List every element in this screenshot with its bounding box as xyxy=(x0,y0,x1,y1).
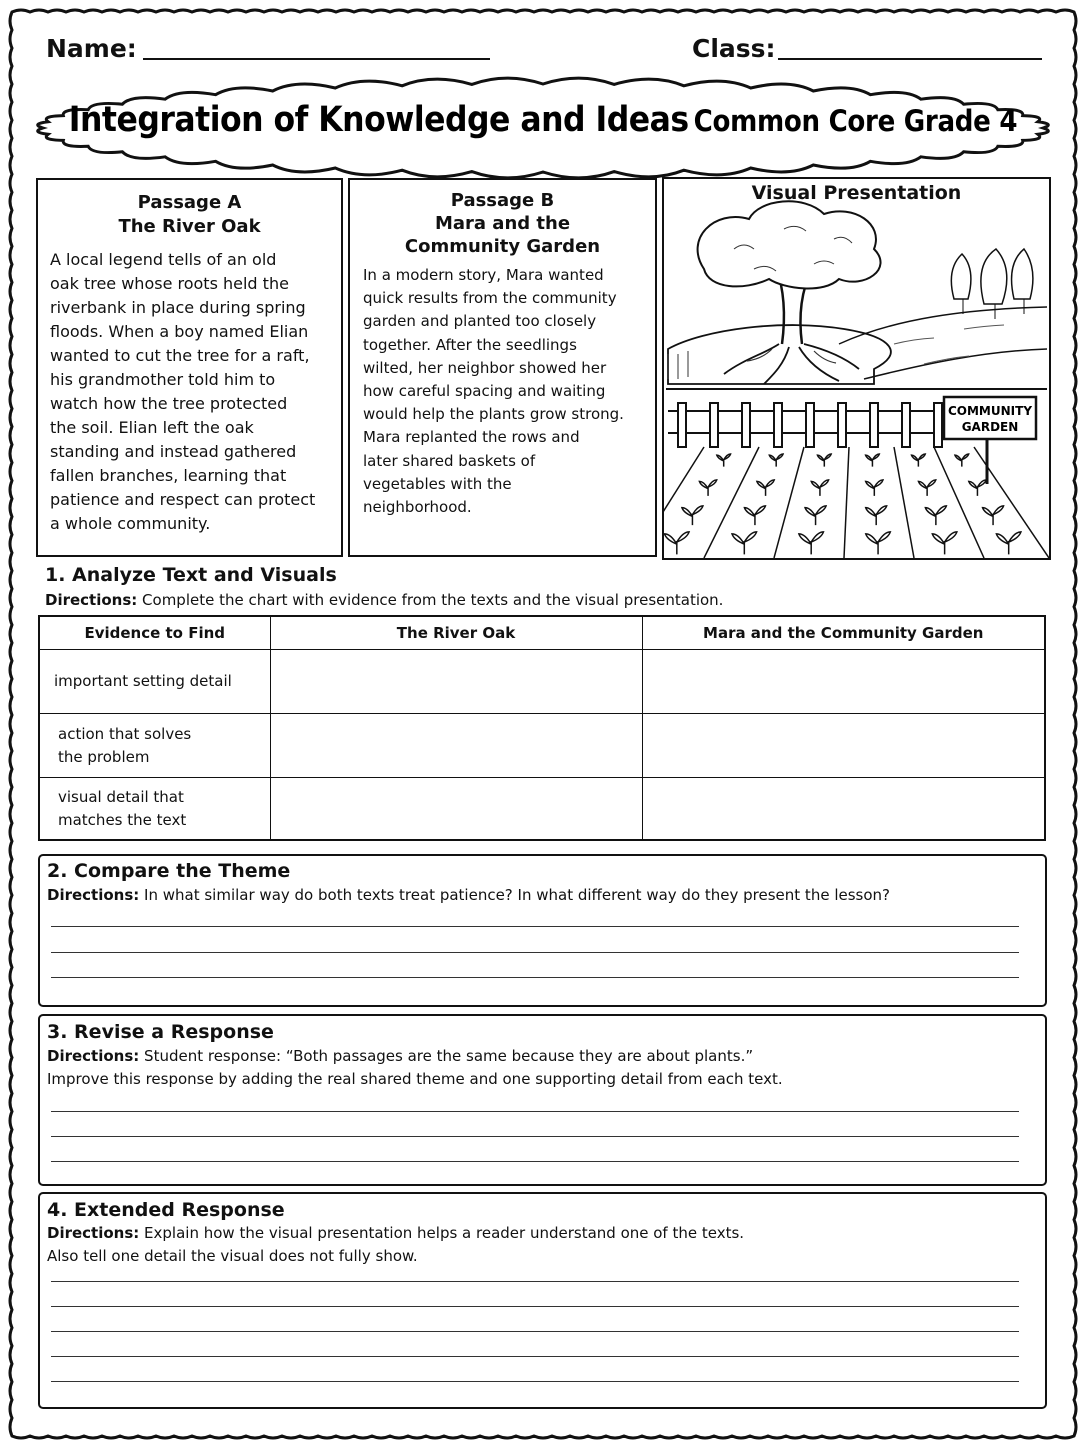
table-row xyxy=(39,778,1045,841)
answer-cell-garden[interactable] xyxy=(642,714,1045,778)
directions-label: Directions: xyxy=(45,591,138,609)
passage-b-text xyxy=(363,264,655,519)
title-sub: Common Core Grade 4 xyxy=(693,104,1018,138)
passage-line: In a modern story, Mara wanted xyxy=(363,266,604,284)
plant-seedling xyxy=(769,454,783,467)
river-oak-illustration xyxy=(666,201,1047,389)
table-header-row xyxy=(39,616,1045,650)
passage-b-box xyxy=(348,178,657,557)
passage-b-title-line2: Community Garden xyxy=(404,236,601,257)
plant-seedling xyxy=(866,506,887,525)
table-header: Evidence to Find xyxy=(39,616,270,650)
visual-title: Visual Presentation xyxy=(751,182,962,204)
plant-seedling xyxy=(932,532,957,555)
plant-seedling xyxy=(983,506,1004,525)
plant-seedling xyxy=(744,506,765,525)
visual-illustrations xyxy=(664,179,1049,558)
garden-row xyxy=(934,447,984,558)
directions-label: Directions: xyxy=(47,1047,140,1065)
passage-line: Mara replanted the rows and xyxy=(363,428,580,447)
passage-line: A local legend tells of an old xyxy=(50,250,277,269)
fence-post xyxy=(838,403,846,447)
plant-seedling xyxy=(969,480,986,496)
plant-seedling xyxy=(817,454,831,467)
garden-row xyxy=(704,447,759,558)
passage-b-title-line1: Mara and the xyxy=(434,213,571,234)
fence-post xyxy=(902,403,910,447)
plant-seedling xyxy=(732,532,757,555)
passage-line: patience and respect can protect xyxy=(50,490,316,509)
answer-line[interactable] xyxy=(51,952,1019,953)
table-row xyxy=(39,650,1045,714)
plant-seedling xyxy=(996,532,1021,555)
directions-text: Complete the chart with evidence from the texts and the visual presentation. xyxy=(137,591,724,609)
sign-text-line1: COMMUNITY xyxy=(947,404,1033,418)
directions-text-line2: Also tell one detail the visual does not fully show. xyxy=(47,1247,418,1265)
answer-line[interactable] xyxy=(51,1136,1019,1137)
passage-line: riverbank in place during spring xyxy=(50,298,306,317)
plant-seedling xyxy=(925,506,946,525)
title-main: Integration of Knowledge and Ideas xyxy=(68,100,689,140)
answer-line[interactable] xyxy=(51,1381,1019,1382)
passage-line: his grandmother told him to xyxy=(50,370,276,389)
answer-line[interactable] xyxy=(51,1306,1019,1307)
passage-line: vegetables with the xyxy=(363,474,512,493)
answer-cell-river-oak[interactable] xyxy=(270,778,642,841)
answer-line[interactable] xyxy=(51,1161,1019,1162)
table-header: Mara and the Community Garden xyxy=(642,616,1045,650)
section4-directions xyxy=(47,1222,744,1268)
plant-seedling xyxy=(665,532,690,555)
answer-line[interactable] xyxy=(51,1356,1019,1357)
passage-a-title: The River Oak xyxy=(118,216,261,237)
plant-seedling xyxy=(866,454,880,467)
answer-line[interactable] xyxy=(51,926,1019,927)
answer-line[interactable] xyxy=(51,1281,1019,1282)
name-label: Name: xyxy=(46,34,137,63)
row-label: visual detail that matches the text xyxy=(39,778,270,841)
garden-row xyxy=(774,447,804,558)
directions-label: Directions: xyxy=(47,886,140,904)
answer-line[interactable] xyxy=(51,1111,1019,1112)
passage-a-box xyxy=(36,178,343,557)
passage-line: the soil. Elian left the oak xyxy=(50,418,254,437)
table-header: The River Oak xyxy=(270,616,642,650)
plant-seedling xyxy=(955,454,969,467)
passage-line: floods. When a boy named Elian xyxy=(50,322,309,341)
fence-post xyxy=(742,403,750,447)
answer-cell-river-oak[interactable] xyxy=(270,714,642,778)
passage-line: quick results from the community xyxy=(363,289,617,308)
passage-line: oak tree whose roots held the xyxy=(50,274,289,293)
page-title xyxy=(40,100,1046,140)
section4-title: 4. Extended Response xyxy=(47,1199,285,1221)
answer-line[interactable] xyxy=(51,977,1019,978)
passage-line: wilted, her neighbor showed her xyxy=(363,358,607,377)
passage-a-text xyxy=(50,248,341,536)
passage-line: later shared baskets of xyxy=(363,451,536,470)
directions-text: In what similar way do both texts treat patience? In what different way do they present the lesson? xyxy=(139,886,890,904)
fence-post xyxy=(934,403,942,447)
directions-text: Explain how the visual presentation helps a reader understand one of the texts. xyxy=(139,1224,745,1242)
class-label: Class: xyxy=(692,34,776,63)
visual-presentation-box xyxy=(662,177,1051,560)
section2-title: 2. Compare the Theme xyxy=(47,860,291,882)
passage-line: garden and planted too closely xyxy=(363,312,597,331)
passage-line: together. After the seedlings xyxy=(363,335,577,354)
row-label: action that solves the problem xyxy=(39,714,270,778)
passage-line: standing and instead gathered xyxy=(50,442,297,461)
plant-seedling xyxy=(699,480,716,496)
passage-line: neighborhood. xyxy=(363,498,472,517)
fence-post xyxy=(710,403,718,447)
directions-text-line2: Improve this response by adding the real shared theme and one supporting detail from each text. xyxy=(47,1070,783,1088)
plant-seedling xyxy=(866,480,883,496)
fence-post xyxy=(870,403,878,447)
table-row xyxy=(39,714,1045,778)
fence-post xyxy=(678,403,686,447)
answer-cell-garden[interactable] xyxy=(642,778,1045,841)
fence-post xyxy=(774,403,782,447)
section2-directions xyxy=(47,884,890,907)
directions-label: Directions: xyxy=(47,1224,140,1242)
plant-seedling xyxy=(811,480,828,496)
section1-directions xyxy=(45,589,723,612)
sign-text-line2: GARDEN xyxy=(961,420,1019,434)
passage-line: how careful spacing and waiting xyxy=(363,382,606,401)
community-garden-illustration xyxy=(664,397,1049,558)
garden-row xyxy=(894,447,914,558)
passage-line: would help the plants grow strong. xyxy=(363,405,624,424)
directions-text: Student response: “Both passages are the same because they are about plants.” xyxy=(139,1047,754,1065)
plant-seedling xyxy=(805,506,826,525)
plant-seedling xyxy=(682,506,703,525)
passage-line: fallen branches, learning that xyxy=(50,466,287,485)
plant-seedling xyxy=(799,532,824,555)
garden-row xyxy=(844,447,849,558)
fence-post xyxy=(806,403,814,447)
plant-seedling xyxy=(866,532,891,555)
passage-line: watch how the tree protected xyxy=(50,394,288,413)
evidence-table xyxy=(38,615,1046,841)
row-label: important setting detail xyxy=(39,650,270,714)
plant-seedling xyxy=(918,480,935,496)
answer-line[interactable] xyxy=(51,1331,1019,1332)
plant-seedling xyxy=(757,480,774,496)
answer-cell-garden[interactable] xyxy=(642,650,1045,714)
plant-seedling xyxy=(717,454,731,467)
section1-title: 1. Analyze Text and Visuals xyxy=(45,564,337,586)
passage-a-label: Passage A xyxy=(137,192,242,213)
plant-seedling xyxy=(911,454,925,467)
section3-directions xyxy=(47,1045,783,1091)
passage-b-label: Passage B xyxy=(450,190,555,211)
passage-line: a whole community. xyxy=(50,514,211,533)
answer-cell-river-oak[interactable] xyxy=(270,650,642,714)
section3-title: 3. Revise a Response xyxy=(47,1021,274,1043)
passage-line: wanted to cut the tree for a raft, xyxy=(50,346,310,365)
